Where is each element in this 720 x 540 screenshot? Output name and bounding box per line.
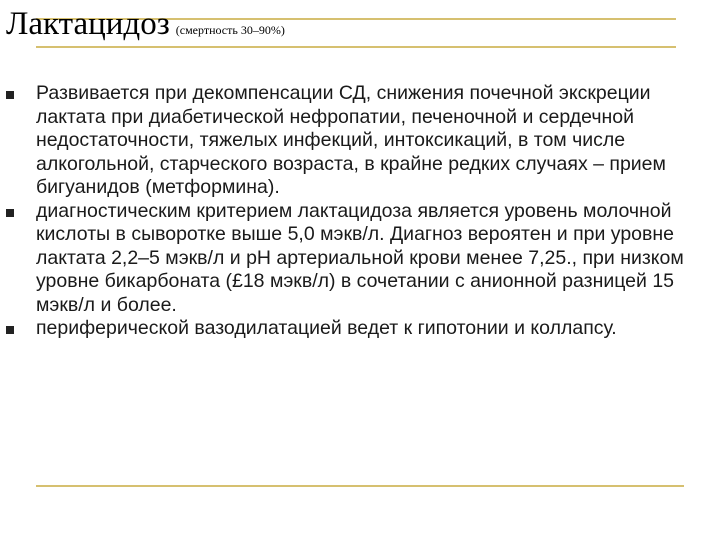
square-bullet-icon xyxy=(6,209,14,217)
bullet-item-diagnostic-criteria xyxy=(6,200,712,318)
bullet-item-causes xyxy=(6,82,712,200)
bottom-decorative-rule xyxy=(36,485,684,487)
title-row xyxy=(6,8,285,41)
title-underline-rule xyxy=(36,46,676,48)
bullet-item-vasodilation xyxy=(6,317,712,341)
bullet-list xyxy=(6,82,712,341)
bullet-text: диагностическим критерием лактацидоза является уровень молочной кислоты в сыворотке выше 5,0 мэкв/л. Диагноз вероятен и при уровне лактата 2,2–5 мэкв/л и рН артериальной крови менее 7,25., при низком уровне бикарбоната (£18 мэкв/л) в сочетании с анионной разницей 15 мэкв/л и более. xyxy=(36,199,684,316)
slide-subtitle: (смертность 30–90%) xyxy=(175,23,285,37)
bullet-text: периферической вазодилатацией ведет к гипотонии и коллапсу. xyxy=(36,317,617,339)
square-bullet-icon xyxy=(6,91,14,99)
slide-title: Лактацидоз xyxy=(6,6,170,42)
square-bullet-icon xyxy=(6,326,14,334)
bullet-text: Развивается при декомпенсации СД, снижения почечной экскреции лактата при диабетической нефропатии, печеночной и сердечной недостаточности, тяжелых инфекций, интоксикаций, в том числе алкогольной, старческого возраста, в крайне редких случаях – прием бигуанидов (метформина). xyxy=(36,82,666,198)
